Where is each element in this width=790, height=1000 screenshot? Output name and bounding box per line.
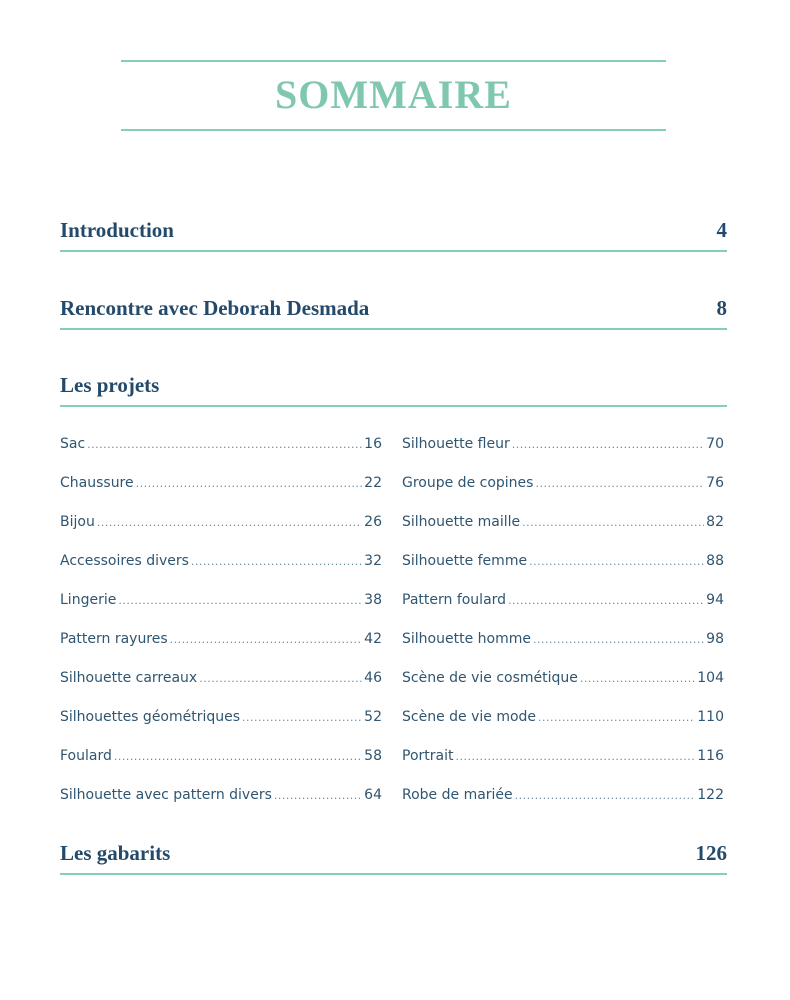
entry-label: Robe de mariée	[402, 787, 513, 803]
entry-page: 104	[697, 670, 724, 686]
projects-right-column	[402, 436, 724, 826]
toc-entry[interactable]	[402, 592, 724, 631]
section-page: 8	[716, 296, 727, 320]
toc-entry[interactable]	[402, 553, 724, 592]
entry-label: Silhouette homme	[402, 631, 531, 647]
section-rule	[60, 873, 727, 875]
toc-entry[interactable]	[60, 787, 382, 826]
toc-entry[interactable]	[402, 475, 724, 514]
toc-section-projets[interactable]	[60, 371, 727, 407]
entry-label: Chaussure	[60, 475, 134, 491]
title-rule-bottom	[121, 129, 666, 131]
entry-page: 22	[364, 475, 382, 491]
toc-section-rencontre[interactable]	[60, 294, 727, 330]
entry-page: 52	[364, 709, 382, 725]
projects-left-column	[60, 436, 382, 826]
dot-leader	[199, 672, 362, 685]
entry-label: Sac	[60, 436, 86, 452]
entry-page: 82	[706, 514, 724, 530]
dot-leader	[87, 438, 362, 451]
dot-leader	[114, 750, 362, 763]
dot-leader	[515, 789, 696, 802]
entry-page: 88	[706, 553, 724, 569]
section-label: Introduction	[60, 218, 174, 242]
dot-leader	[508, 594, 704, 607]
title-rule-top	[121, 60, 666, 62]
entry-label: Lingerie	[60, 592, 117, 608]
toc-entry[interactable]	[402, 670, 724, 709]
entry-label: Silhouettes géométriques	[60, 709, 241, 725]
section-page: 126	[695, 841, 727, 865]
toc-entry[interactable]	[60, 514, 382, 553]
toc-entry[interactable]	[60, 670, 382, 709]
toc-entry[interactable]	[60, 748, 382, 787]
dot-leader	[535, 477, 704, 490]
entry-label: Pattern foulard	[402, 592, 507, 608]
toc-entry[interactable]	[402, 787, 724, 826]
dot-leader	[191, 555, 362, 568]
toc-entry[interactable]	[402, 514, 724, 553]
toc-entry[interactable]	[60, 436, 382, 475]
toc-entry[interactable]	[402, 748, 724, 787]
dot-leader	[512, 438, 704, 451]
section-rule	[60, 328, 727, 330]
entry-label: Silhouette carreaux	[60, 670, 198, 686]
entry-label: Silhouette fleur	[402, 436, 510, 452]
entry-label: Portrait	[402, 748, 454, 764]
dot-leader	[529, 555, 704, 568]
toc-entry[interactable]	[60, 592, 382, 631]
entry-page: 98	[706, 631, 724, 647]
section-label: Rencontre avec Deborah Desmada	[60, 296, 370, 320]
entry-page: 46	[364, 670, 382, 686]
entry-page: 64	[364, 787, 382, 803]
entry-page: 16	[364, 436, 382, 452]
entry-page: 122	[697, 787, 724, 803]
entry-label: Accessoires divers	[60, 553, 189, 569]
entry-page: 38	[364, 592, 382, 608]
section-rule	[60, 250, 727, 252]
entry-page: 70	[706, 436, 724, 452]
entry-page: 110	[697, 709, 724, 725]
dot-leader	[136, 477, 363, 490]
dot-leader	[580, 672, 695, 685]
entry-page: 32	[364, 553, 382, 569]
entry-page: 42	[364, 631, 382, 647]
section-label: Les projets	[60, 373, 160, 397]
entry-label: Pattern rayures	[60, 631, 168, 647]
dot-leader	[522, 516, 704, 529]
entry-label: Scène de vie cosmétique	[402, 670, 578, 686]
entry-label: Silhouette avec pattern divers	[60, 787, 272, 803]
dot-leader	[118, 594, 362, 607]
toc-entry[interactable]	[402, 631, 724, 670]
dot-leader	[538, 711, 695, 724]
entry-label: Foulard	[60, 748, 112, 764]
page-title: SOMMAIRE	[275, 72, 512, 117]
entry-page: 94	[706, 592, 724, 608]
toc-entry[interactable]	[60, 475, 382, 514]
entry-label: Bijou	[60, 514, 95, 530]
toc-entry[interactable]	[60, 553, 382, 592]
section-label: Les gabarits	[60, 841, 171, 865]
dot-leader	[170, 633, 363, 646]
dot-leader	[242, 711, 362, 724]
toc-entry[interactable]	[402, 436, 724, 475]
entry-page: 26	[364, 514, 382, 530]
toc-entry[interactable]	[60, 709, 382, 748]
dot-leader	[455, 750, 695, 763]
section-page: 4	[716, 218, 727, 242]
dot-leader	[97, 516, 362, 529]
entry-page: 76	[706, 475, 724, 491]
toc-section-introduction[interactable]	[60, 216, 727, 252]
section-rule	[60, 405, 727, 407]
entry-label: Scène de vie mode	[402, 709, 537, 725]
dot-leader	[274, 789, 362, 802]
toc-entry[interactable]	[402, 709, 724, 748]
entry-label: Silhouette maille	[402, 514, 521, 530]
entry-page: 116	[697, 748, 724, 764]
entry-page: 58	[364, 748, 382, 764]
dot-leader	[533, 633, 704, 646]
entry-label: Silhouette femme	[402, 553, 528, 569]
entry-label: Groupe de copines	[402, 475, 534, 491]
toc-section-gabarits[interactable]	[60, 839, 727, 875]
toc-entry[interactable]	[60, 631, 382, 670]
